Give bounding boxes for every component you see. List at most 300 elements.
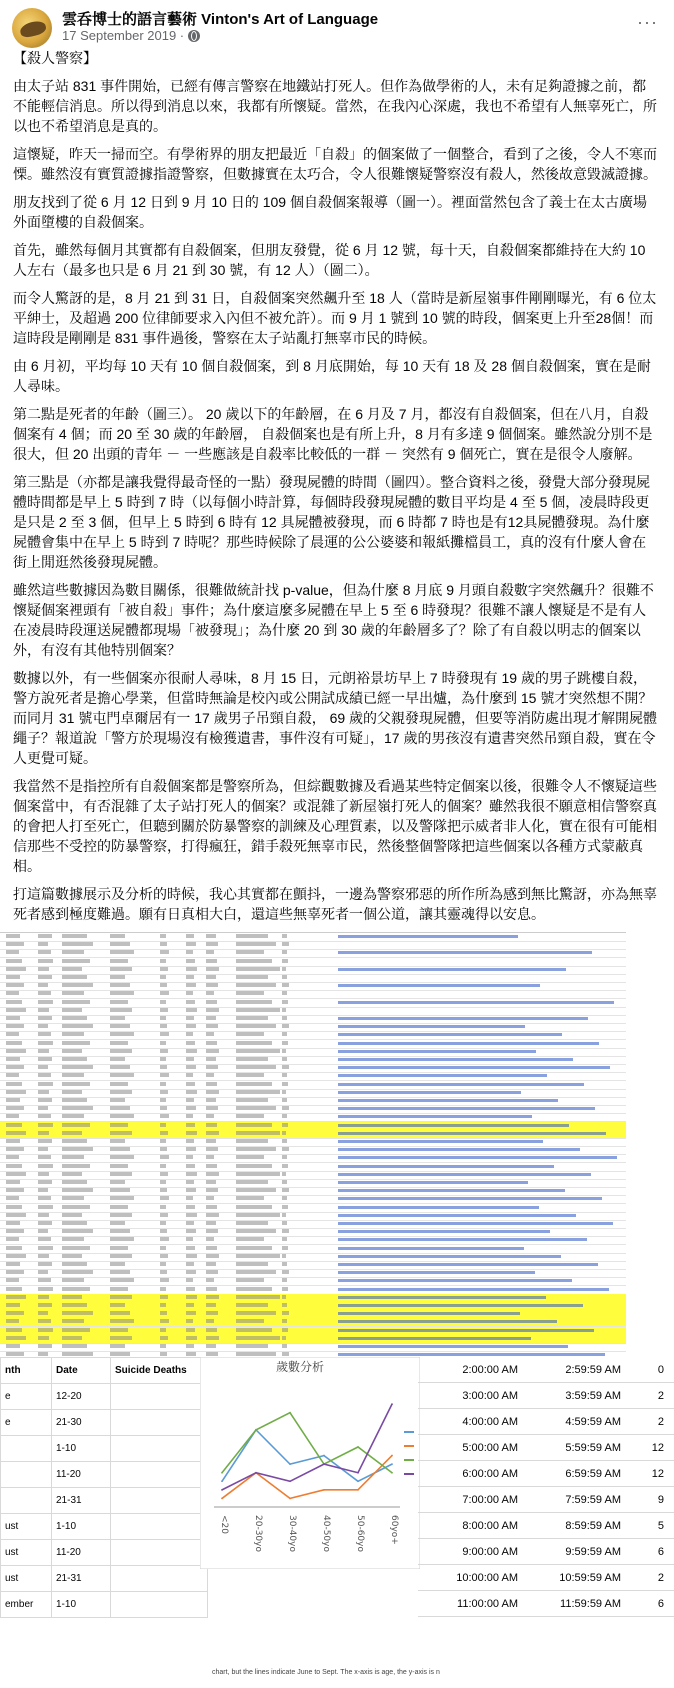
spreadsheet-cell <box>62 1270 93 1274</box>
chart-title: 歲數分析 <box>275 1360 325 1374</box>
spreadsheet-cell <box>186 1188 196 1192</box>
spreadsheet-cell <box>62 1164 90 1168</box>
post-paragraph: 而令人驚訝的是，8 月 21 到 31 日，自殺個案突然飆升至 18 人（當時是新屋嶺事件剛剛曝光，有 6 位太平紳士，及超過 200 位律師要求入內但不被允許）。而 9 月 1 號到 10 號的時段，個案更上升至28個！而這時段是剛剛是 831 事件過後，警察在太子站亂打無辜市民的時候。 <box>13 290 657 346</box>
spreadsheet-cell <box>62 1049 82 1053</box>
spreadsheet-cell <box>206 1032 214 1036</box>
spreadsheet-cell <box>206 1147 218 1151</box>
table-cell <box>111 1592 208 1618</box>
spreadsheet-cell <box>282 1188 289 1192</box>
spreadsheet-cell <box>160 1032 169 1036</box>
more-options-icon[interactable]: ··· <box>637 12 658 32</box>
spreadsheet-url-cell <box>338 1206 539 1209</box>
spreadsheet-cell <box>282 1024 289 1028</box>
table-cell: ember <box>1 1592 52 1618</box>
spreadsheet-cell <box>206 1164 217 1168</box>
spreadsheet-cell <box>38 991 51 995</box>
spreadsheet-cell <box>38 950 51 954</box>
spreadsheet-url-cell <box>338 1050 536 1053</box>
spreadsheet-cell <box>282 1336 286 1340</box>
spreadsheet-cell <box>160 1139 166 1143</box>
series-point <box>357 1472 359 1474</box>
table-row <box>1 1410 208 1436</box>
spreadsheet-cell <box>6 1180 20 1184</box>
spreadsheet-cell <box>186 967 197 971</box>
spreadsheet-url-cell <box>338 1124 569 1127</box>
spreadsheet-cell <box>62 1237 84 1241</box>
spreadsheet-cell <box>38 959 53 963</box>
spreadsheet-cell <box>38 1237 51 1241</box>
spreadsheet-url-cell <box>338 1304 583 1307</box>
spreadsheet-cell <box>160 1073 169 1077</box>
spreadsheet-cell <box>62 1336 82 1340</box>
spreadsheet-cell <box>160 1082 166 1086</box>
table-cell: 6:59:59 AM <box>565 1467 621 1480</box>
spreadsheet-cell <box>236 1123 272 1127</box>
spreadsheet-cell <box>282 1008 286 1012</box>
spreadsheet-cell <box>6 1073 19 1077</box>
spreadsheet-cell <box>6 1221 20 1225</box>
table-row <box>1 1566 208 1592</box>
spreadsheet-cell <box>6 1246 22 1250</box>
table-cell: 8:00:00 AM <box>462 1519 518 1532</box>
spreadsheet-url-cell <box>338 1083 584 1086</box>
spreadsheet-url-cell <box>338 1296 546 1299</box>
spreadsheet-cell <box>236 1270 276 1274</box>
spreadsheet-cell <box>160 991 169 995</box>
spreadsheet-cell <box>38 1041 53 1045</box>
spreadsheet-cell <box>6 1328 22 1332</box>
spreadsheet-cell <box>236 1024 276 1028</box>
spreadsheet-cell <box>236 1114 264 1118</box>
spreadsheet-cell <box>206 1344 216 1348</box>
spreadsheet-url-cell <box>338 1017 588 1020</box>
spreadsheet-cell <box>186 1213 197 1217</box>
table-cell: e <box>1 1384 52 1410</box>
spreadsheet-url-cell <box>338 1222 613 1225</box>
spreadsheet-url-cell <box>338 1107 595 1110</box>
deaths-by-date-table[interactable] <box>0 1357 208 1618</box>
spreadsheet-cell <box>160 1303 166 1307</box>
spreadsheet-cell <box>236 1016 268 1020</box>
time-distribution-table[interactable] <box>418 1357 674 1617</box>
spreadsheet-cell <box>186 1106 196 1110</box>
spreadsheet-cell <box>62 1254 82 1258</box>
table-cell: 2:59:59 AM <box>565 1363 621 1376</box>
table-cell: ust <box>1 1540 52 1566</box>
table-cell: 2 <box>657 1415 664 1428</box>
spreadsheet-cell <box>206 1057 216 1061</box>
table-row <box>1 1384 208 1410</box>
spreadsheet-cell <box>6 934 20 938</box>
age-analysis-chart[interactable] <box>200 1357 420 1569</box>
spreadsheet-cell <box>236 1106 276 1110</box>
spreadsheet-cell <box>110 1106 130 1110</box>
spreadsheet-cell <box>282 1246 288 1250</box>
spreadsheet-cell <box>206 1106 218 1110</box>
spreadsheet-cell <box>282 942 289 946</box>
table-cell: 8:59:59 AM <box>565 1519 621 1532</box>
spreadsheet-cell <box>6 1287 22 1291</box>
table-row <box>418 1539 674 1565</box>
spreadsheet-cell <box>236 1278 264 1282</box>
spreadsheet-cell <box>160 983 167 987</box>
spreadsheet-cell <box>38 1000 53 1004</box>
spreadsheet-cell <box>186 1278 193 1282</box>
series-point <box>289 1498 291 1500</box>
table-row <box>1 1462 208 1488</box>
spreadsheet-cell <box>110 934 125 938</box>
spreadsheet-cell <box>186 1237 193 1241</box>
spreadsheet-cell <box>110 1205 128 1209</box>
spreadsheet-screenshot[interactable] <box>0 932 626 1358</box>
spreadsheet-cell <box>282 1057 287 1061</box>
spreadsheet-cell <box>38 1229 48 1233</box>
spreadsheet-cell <box>6 1082 22 1086</box>
spreadsheet-url-cell <box>338 1074 547 1077</box>
spreadsheet-cell <box>206 1090 219 1094</box>
spreadsheet-cell <box>110 1131 132 1135</box>
spreadsheet-cell <box>282 1172 286 1176</box>
spreadsheet-url-cell <box>338 1099 558 1102</box>
spreadsheet-cell <box>206 1196 214 1200</box>
spreadsheet-cell <box>186 1008 197 1012</box>
spreadsheet-cell <box>38 1024 48 1028</box>
spreadsheet-cell <box>282 950 287 954</box>
table-cell <box>111 1462 208 1488</box>
table-row <box>1 1488 208 1514</box>
spreadsheet-cell <box>6 1311 24 1315</box>
spreadsheet-cell <box>6 1041 22 1045</box>
spreadsheet-cell <box>206 1000 217 1004</box>
spreadsheet-cell <box>62 1098 87 1102</box>
spreadsheet-cell <box>236 1213 280 1217</box>
spreadsheet-cell <box>206 1188 218 1192</box>
spreadsheet-cell <box>6 1229 24 1233</box>
spreadsheet-cell <box>282 1098 287 1102</box>
spreadsheet-cell <box>160 1336 168 1340</box>
spreadsheet-cell <box>38 1065 48 1069</box>
spreadsheet-cell <box>110 1352 130 1356</box>
spreadsheet-url-cell <box>338 1247 524 1250</box>
series-point <box>391 1455 393 1457</box>
table-cell: 9:59:59 AM <box>565 1545 621 1558</box>
spreadsheet-cell <box>110 1303 125 1307</box>
spreadsheet-cell <box>160 1114 169 1118</box>
spreadsheet-cell <box>62 1229 93 1233</box>
table-cell <box>1 1462 52 1488</box>
spreadsheet-cell <box>160 967 168 971</box>
spreadsheet-cell <box>236 1196 264 1200</box>
spreadsheet-cell <box>282 1254 286 1258</box>
table-cell: 21-30 <box>52 1410 111 1436</box>
spreadsheet-cell <box>62 1328 90 1332</box>
spreadsheet-cell <box>282 1270 289 1274</box>
spreadsheet-cell <box>186 934 194 938</box>
spreadsheet-cell <box>206 1229 218 1233</box>
spreadsheet-cell <box>160 1254 168 1258</box>
spreadsheet-cell <box>160 1000 166 1004</box>
spreadsheet-cell <box>38 1295 49 1299</box>
spreadsheet-cell <box>160 1155 169 1159</box>
spreadsheet-cell <box>6 1008 26 1012</box>
spreadsheet-cell <box>206 1123 217 1127</box>
spreadsheet-cell <box>206 1016 216 1020</box>
spreadsheet-cell <box>282 1041 288 1045</box>
spreadsheet-cell <box>38 1114 51 1118</box>
spreadsheet-url-cell <box>338 935 518 938</box>
table-cell: e <box>1 1410 52 1436</box>
series-point <box>221 1480 223 1482</box>
post-paragraph: 這懷疑，昨天一掃而空。有學術界的朋友把最近「自殺」的個案做了一個整合，看到了之後，令人不寒而慄。雖然沒有實質證據指證警察，但數據實在太巧合，令人很難懷疑警察沒有殺人，然後故意毀滅證據。 <box>13 146 657 182</box>
spreadsheet-cell <box>206 1328 217 1332</box>
x-tick-label: 50-60yo <box>355 1515 365 1552</box>
spreadsheet-cell <box>62 1065 93 1069</box>
spreadsheet-url-cell <box>338 968 566 971</box>
spreadsheet-cell <box>110 1049 132 1053</box>
spreadsheet-cell <box>236 967 280 971</box>
series-point <box>391 1472 393 1474</box>
series-point <box>221 1489 223 1491</box>
spreadsheet-cell <box>62 1352 93 1356</box>
post-paragraphs <box>13 76 658 924</box>
spreadsheet-cell <box>6 959 22 963</box>
spreadsheet-cell <box>282 1221 287 1225</box>
spreadsheet-cell <box>6 967 26 971</box>
spreadsheet-cell <box>236 975 268 979</box>
spreadsheet-cell <box>6 1164 22 1168</box>
chart-background <box>200 1357 420 1569</box>
spreadsheet-cell <box>160 934 166 938</box>
spreadsheet-cell <box>62 967 82 971</box>
table-cell: 1-10 <box>52 1436 111 1462</box>
spreadsheet-cell <box>62 1221 87 1225</box>
spreadsheet-url-cell <box>338 1173 591 1176</box>
spreadsheet-cell <box>282 1049 286 1053</box>
page-avatar[interactable] <box>12 8 52 48</box>
spreadsheet-cell <box>6 1065 24 1069</box>
table-cell: 6 <box>657 1545 664 1558</box>
table-cell: 5:00:00 AM <box>462 1441 518 1454</box>
post-date[interactable]: 17 September 2019 · <box>62 28 185 43</box>
page-name[interactable]: 雲呑博士的語言藝術 Vinton's Art of Language <box>62 11 379 28</box>
spreadsheet-cell <box>206 991 214 995</box>
table-cell: 10:00:00 AM <box>456 1571 518 1584</box>
spreadsheet-cell <box>206 983 218 987</box>
table-row <box>418 1487 674 1513</box>
spreadsheet-cell <box>160 1270 167 1274</box>
spreadsheet-cell <box>186 1328 195 1332</box>
spreadsheet-cell <box>110 1139 125 1143</box>
table-cell: 7:00:00 AM <box>462 1493 518 1506</box>
spreadsheet-cell <box>236 1237 264 1241</box>
spreadsheet-cell <box>236 1057 268 1061</box>
spreadsheet-cell <box>38 1336 49 1340</box>
spreadsheet-cell <box>282 1090 286 1094</box>
spreadsheet-cell <box>206 1262 216 1266</box>
spreadsheet-cell <box>160 1180 166 1184</box>
spreadsheet-cell <box>186 1287 195 1291</box>
spreadsheet-cell <box>6 1131 26 1135</box>
spreadsheet-url-cell <box>338 1353 605 1356</box>
spreadsheet-cell <box>186 975 194 979</box>
spreadsheet-cell <box>38 975 52 979</box>
spreadsheet-cell <box>62 983 93 987</box>
spreadsheet-cell <box>6 1049 26 1053</box>
x-tick-label: <20 <box>219 1515 229 1534</box>
spreadsheet-cell <box>110 1016 125 1020</box>
spreadsheet-cell <box>186 1311 196 1315</box>
spreadsheet-cell <box>282 1065 289 1069</box>
spreadsheet-cell <box>38 1073 51 1077</box>
spreadsheet-cell <box>110 1246 128 1250</box>
spreadsheet-cell <box>38 1032 51 1036</box>
table-cell <box>111 1514 208 1540</box>
spreadsheet-cell <box>6 1254 26 1258</box>
spreadsheet-url-cell <box>338 1132 606 1135</box>
table-cell: 11:00:00 AM <box>457 1597 518 1610</box>
spreadsheet-cell <box>6 1090 26 1094</box>
spreadsheet-cell <box>236 1098 268 1102</box>
spreadsheet-url-cell <box>338 1025 525 1028</box>
spreadsheet-cell <box>160 1311 167 1315</box>
spreadsheet-cell <box>38 1352 48 1356</box>
spreadsheet-cell <box>38 1188 48 1192</box>
spreadsheet-cell <box>206 1041 217 1045</box>
spreadsheet-url-cell <box>338 1288 609 1291</box>
spreadsheet-url-cell <box>338 1091 521 1094</box>
spreadsheet-cell <box>110 1098 125 1102</box>
spreadsheet-cell <box>160 1008 168 1012</box>
table-cell: 9:00:00 AM <box>462 1545 518 1558</box>
spreadsheet-cell <box>282 1352 289 1356</box>
spreadsheet-cell <box>38 1205 53 1209</box>
spreadsheet-cell <box>110 1254 132 1258</box>
spreadsheet-cell <box>62 1147 93 1151</box>
spreadsheet-cell <box>160 1205 166 1209</box>
spreadsheet-url-cell <box>338 1197 602 1200</box>
spreadsheet-cell <box>186 1172 197 1176</box>
spreadsheet-cell <box>186 1221 194 1225</box>
series-point <box>255 1472 257 1474</box>
table-row <box>1 1540 208 1566</box>
spreadsheet-cell <box>62 1213 82 1217</box>
spreadsheet-cell <box>38 1057 52 1061</box>
spreadsheet-cell <box>186 1205 195 1209</box>
table-row <box>1 1592 208 1618</box>
spreadsheet-cell <box>6 983 24 987</box>
table-cell: 2 <box>657 1389 664 1402</box>
spreadsheet-cell <box>236 1172 280 1176</box>
post-paragraph: 第二點是死者的年齡（圖三）。 20 歲以下的年齡層，在 6 月及 7 月，都沒有自殺個案，但在八月，自殺個案有 4 個；而 20 至 30 歲的年齡層， 自殺個案也是有所上升，8 月有多達 9 個個案。雖然說分別不是很大，但 20 出頭的青年 － 一些應該是自殺率比較低的一群 － 突然有 9 個死亡，實在是很令人廢解。 <box>13 406 653 462</box>
spreadsheet-cell <box>186 1196 193 1200</box>
series-point <box>255 1429 257 1431</box>
spreadsheet-cell <box>206 1065 218 1069</box>
spreadsheet-cell <box>38 1049 49 1053</box>
spreadsheet-url-cell <box>338 1312 520 1315</box>
spreadsheet-cell <box>38 1254 49 1258</box>
spreadsheet-cell <box>6 1123 22 1127</box>
spreadsheet-cell <box>236 1180 268 1184</box>
spreadsheet-cell <box>236 1008 280 1012</box>
spreadsheet-cell <box>236 1319 264 1323</box>
spreadsheet-cell <box>38 1221 52 1225</box>
spreadsheet-cell <box>6 1352 24 1356</box>
spreadsheet-url-cell <box>338 1042 599 1045</box>
spreadsheet-cell <box>282 1303 287 1307</box>
table-cell: 3:00:00 AM <box>462 1389 518 1402</box>
spreadsheet-cell <box>282 1016 287 1020</box>
table-cell: 12 <box>651 1467 664 1480</box>
spreadsheet-cell <box>186 1073 193 1077</box>
spreadsheet-cell <box>62 1131 82 1135</box>
spreadsheet-cell <box>206 967 219 971</box>
post-paragraph: 朋友找到了從 6 月 12 日到 9 月 10 日的 109 個自殺個案報導（圖一）。裡面當然包含了義士在太古廣場外面墮樓的自殺個案。 <box>13 194 647 230</box>
spreadsheet-cell <box>236 1311 276 1315</box>
table-cell: nth <box>1 1358 52 1384</box>
spreadsheet-cell <box>160 1352 167 1356</box>
spreadsheet-cell <box>6 1344 20 1348</box>
spreadsheet-cell <box>110 991 134 995</box>
spreadsheet-cell <box>38 1139 52 1143</box>
table-row <box>418 1461 674 1487</box>
spreadsheet-url-cell <box>338 984 540 987</box>
table-row <box>418 1435 674 1461</box>
spreadsheet-url-cell <box>338 1271 535 1274</box>
spreadsheet-cell <box>282 1295 286 1299</box>
spreadsheet-cell <box>160 1344 166 1348</box>
spreadsheet-url-cell <box>338 1214 576 1217</box>
spreadsheet-cell <box>186 1303 194 1307</box>
table-cell <box>111 1488 208 1514</box>
table-cell: 5:59:59 AM <box>565 1441 621 1454</box>
spreadsheet-cell <box>206 1295 219 1299</box>
spreadsheet-cell <box>206 1205 217 1209</box>
table-cell: 2:00:00 AM <box>462 1363 518 1376</box>
spreadsheet-cell <box>206 975 216 979</box>
spreadsheet-cell <box>38 1303 52 1307</box>
spreadsheet-cell <box>6 1196 19 1200</box>
spreadsheet-cell <box>62 1123 90 1127</box>
spreadsheet-cell <box>62 934 87 938</box>
spreadsheet-cell <box>186 1344 194 1348</box>
spreadsheet-cell <box>38 1213 49 1217</box>
spreadsheet-cell <box>6 1106 24 1110</box>
spreadsheet-cell <box>110 1287 128 1291</box>
spreadsheet-cell <box>110 1041 128 1045</box>
post-paragraph: 由 6 月初，平均每 10 天有 10 個自殺個案，到 8 月底開始，每 10 天有 18 及 28 個自殺個案，實在是耐人尋味。 <box>13 358 651 394</box>
series-point <box>221 1498 223 1500</box>
spreadsheet-cell <box>206 1008 219 1012</box>
spreadsheet-cell <box>160 942 167 946</box>
spreadsheet-url-cell <box>338 1001 614 1004</box>
table-cell: 12-20 <box>52 1384 111 1410</box>
spreadsheet-cell <box>160 1221 166 1225</box>
spreadsheet-cell <box>186 950 193 954</box>
spreadsheet-cell <box>160 1237 169 1241</box>
spreadsheet-cell <box>236 1287 272 1291</box>
spreadsheet-cell <box>160 1057 166 1061</box>
spreadsheet-cell <box>6 942 24 946</box>
spreadsheet-cell <box>282 1073 287 1077</box>
table-row <box>1 1436 208 1462</box>
spreadsheet-cell <box>206 1237 214 1241</box>
spreadsheet-cell <box>62 1278 84 1282</box>
spreadsheet-cell <box>62 1073 84 1077</box>
spreadsheet-cell <box>186 1090 197 1094</box>
post-paragraph: 雖然這些數據因為數目關係，很難做統計找 p-value，但為什麼 8 月底 9 月頭自殺數字突然飆升？很難不懷疑個案裡頭有「被自殺」事件；為什麼這麼多屍體在早上 5 至 6 時發現？很難不讓人懷疑是不是有人在凌晨時段運送屍體都現場「被發現」；為什麼 20 到 30 歲的年齡層多了？除了有自殺以明志的個案以外，有沒有其他特別個案？ <box>13 582 654 658</box>
spreadsheet-cell <box>110 1188 130 1192</box>
spreadsheet-cell <box>186 1254 197 1258</box>
